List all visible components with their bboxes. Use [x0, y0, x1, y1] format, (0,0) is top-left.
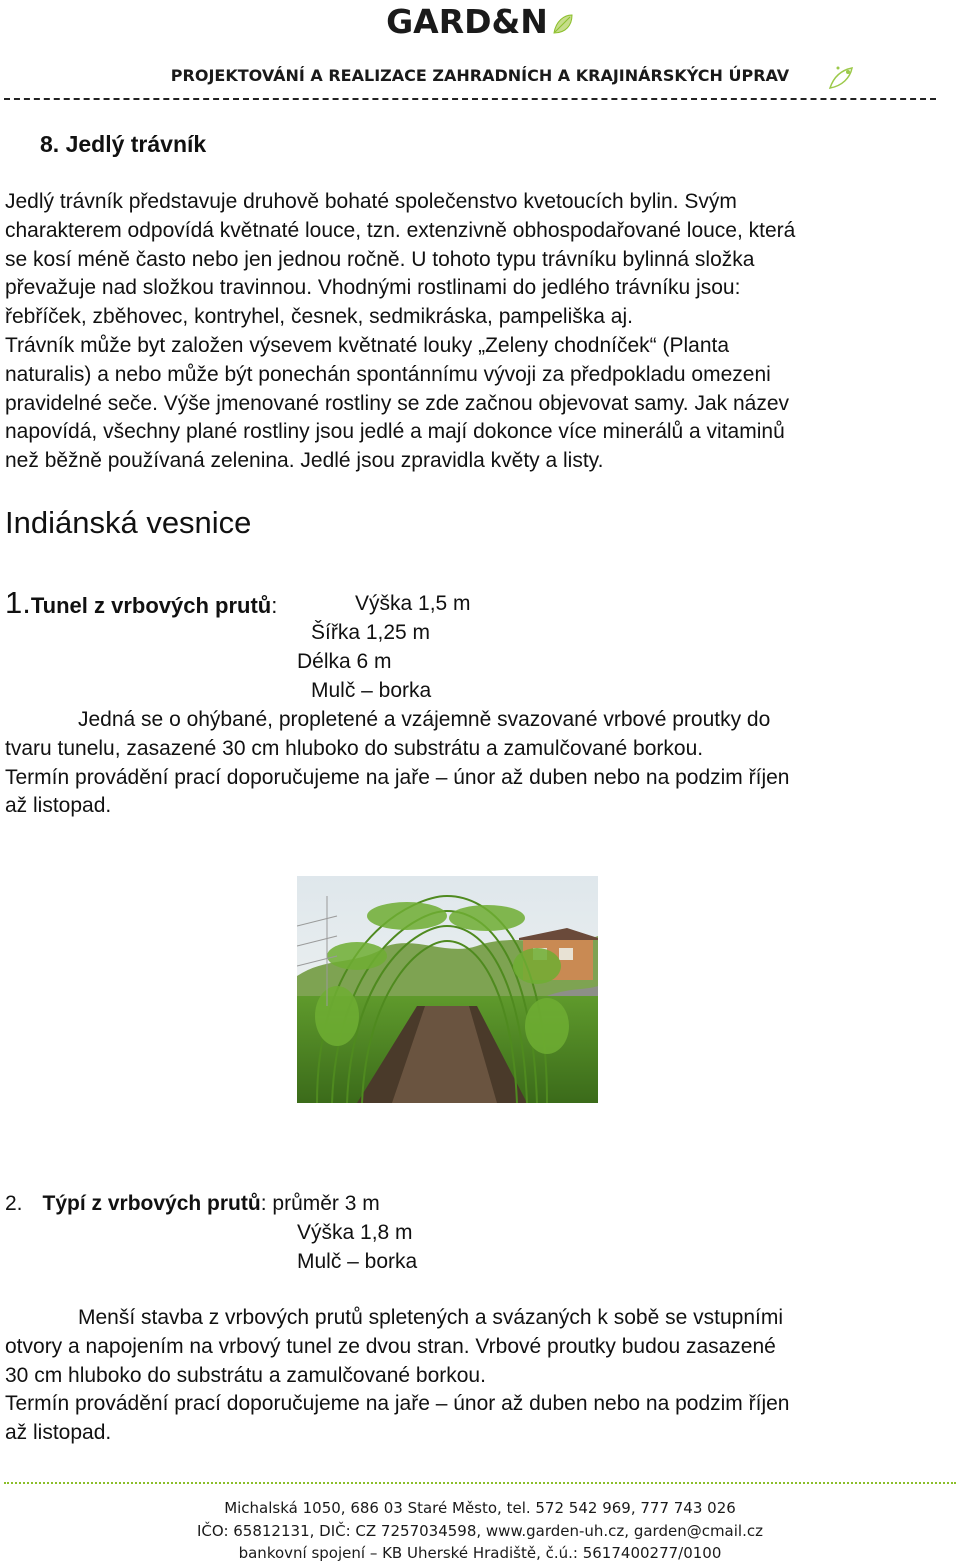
item-number: 2.	[5, 1192, 23, 1215]
paragraph-line: Termín provádění prací doporučujeme na jaře – únor až duben nebo na podzim říjen	[5, 765, 790, 789]
spec-width: Šířka 1,25 m	[311, 621, 431, 644]
paragraph-line: Trávník může byt založen výsevem květnaté louky „Zeleny chodníček“ (Planta	[5, 333, 730, 357]
paragraph-line: pravidelné seče. Výše jmenované rostliny se zde začnou objevovat samy. Jak název	[5, 391, 790, 415]
footer-ids: IČO: 65812131, DIČ: CZ 7257034598, www.garden-uh.cz, garden@cmail.cz	[197, 1521, 763, 1540]
edible-lawn-paragraph	[5, 188, 945, 476]
item-tipi-title	[5, 1190, 380, 1219]
paragraph-line: se kosí méně často nebo jen jednou ročně. U tohoto typu trávníku bylinná složka	[5, 247, 755, 271]
paragraph-line: až listopad.	[5, 1421, 112, 1445]
item-name: Týpí z vrbových prutů	[42, 1192, 261, 1215]
spec-diameter: průměr 3 m	[272, 1192, 380, 1215]
leaf-icon	[552, 4, 574, 26]
paragraph-line: otvory a napojením na vrbový tunel ze dvou stran. Vrbové proutky budou zasazené	[5, 1334, 776, 1358]
paragraph-line: až listopad.	[5, 794, 112, 818]
paragraph-line: Jedlý trávník představuje druhově bohaté společenstvo kvetoucích bylin. Svým	[5, 190, 737, 213]
item-tunnel-title	[5, 586, 277, 623]
section-heading-edible-lawn: 8. Jedlý trávník	[40, 131, 207, 157]
paragraph-line: napovídá, všechny plané rostliny jsou jedlé a mají dokonce více minerálů a vitaminů	[5, 420, 785, 444]
paragraph-line: charakterem odpovídá květnaté louce, tzn. extenzivně obhospodařované louce, která	[5, 218, 796, 242]
paragraph-line: Termín provádění prací doporučujeme na jaře – únor až duben nebo na podzim říjen	[5, 1392, 790, 1416]
tunnel-description	[5, 706, 945, 821]
paragraph-line: převažuje nad složkou travinnou. Vhodnými rostlinami do jedlého trávníku jsou:	[5, 276, 741, 300]
item-colon: :	[260, 1192, 267, 1215]
footer-contact	[0, 1497, 960, 1565]
decorative-leaves-icon	[826, 62, 856, 92]
paragraph-line: než běžně používaná zelenina. Jedlé jsou zpravidla květy a listy.	[5, 449, 604, 473]
paragraph-line: Menší stavba z vrbových prutů spletených a svázaných k sobě se vstupními	[78, 1306, 784, 1329]
willow-tunnel-photo	[297, 876, 598, 1103]
section-heading-indian-village: Indiánská vesnice	[5, 505, 252, 540]
company-logo	[0, 2, 960, 41]
paragraph-line: tvaru tunelu, zasazené 30 cm hluboko do substrátu a zamulčované borkou.	[5, 736, 704, 760]
spec-mulch: Mulč – borka	[297, 1250, 418, 1273]
spec-height: Výška 1,8 m	[297, 1221, 413, 1244]
item-number: 1.	[5, 585, 31, 620]
logo-text: GARD&N	[386, 2, 548, 41]
footer-divider	[4, 1482, 956, 1484]
paragraph-line: řebříček, zběhovec, kontryhel, česnek, sedmikráska, pampeliška aj.	[5, 305, 633, 329]
tipi-description	[5, 1304, 945, 1448]
item-colon: :	[271, 593, 278, 618]
spec-length: Délka 6 m	[297, 650, 392, 673]
footer-address: Michalská 1050, 686 03 Staré Město, tel. 572 542 969, 777 743 026	[224, 1499, 736, 1517]
footer-bank: bankovní spojení – KB Uherské Hradiště, č.ú.: 5617400277/0100	[238, 1544, 722, 1562]
paragraph-line: naturalis) a nebo může být ponechán spontánnímu vývoji za předpokladu omezeni	[5, 362, 771, 386]
company-tagline: PROJEKTOVÁNÍ A REALIZACE ZAHRADNÍCH A KRAJINÁRSKÝCH ÚPRAV	[170, 66, 790, 85]
spec-height: Výška 1,5 m	[355, 592, 471, 615]
paragraph-line: Jedná se o ohýbané, propletené a vzájemně svazované vrbové proutky do	[78, 708, 771, 731]
spec-mulch: Mulč – borka	[311, 679, 432, 702]
header-divider	[4, 98, 936, 100]
item-name: Tunel z vrbových prutů	[30, 593, 272, 618]
paragraph-line: 30 cm hluboko do substrátu a zamulčované borkou.	[5, 1363, 486, 1387]
